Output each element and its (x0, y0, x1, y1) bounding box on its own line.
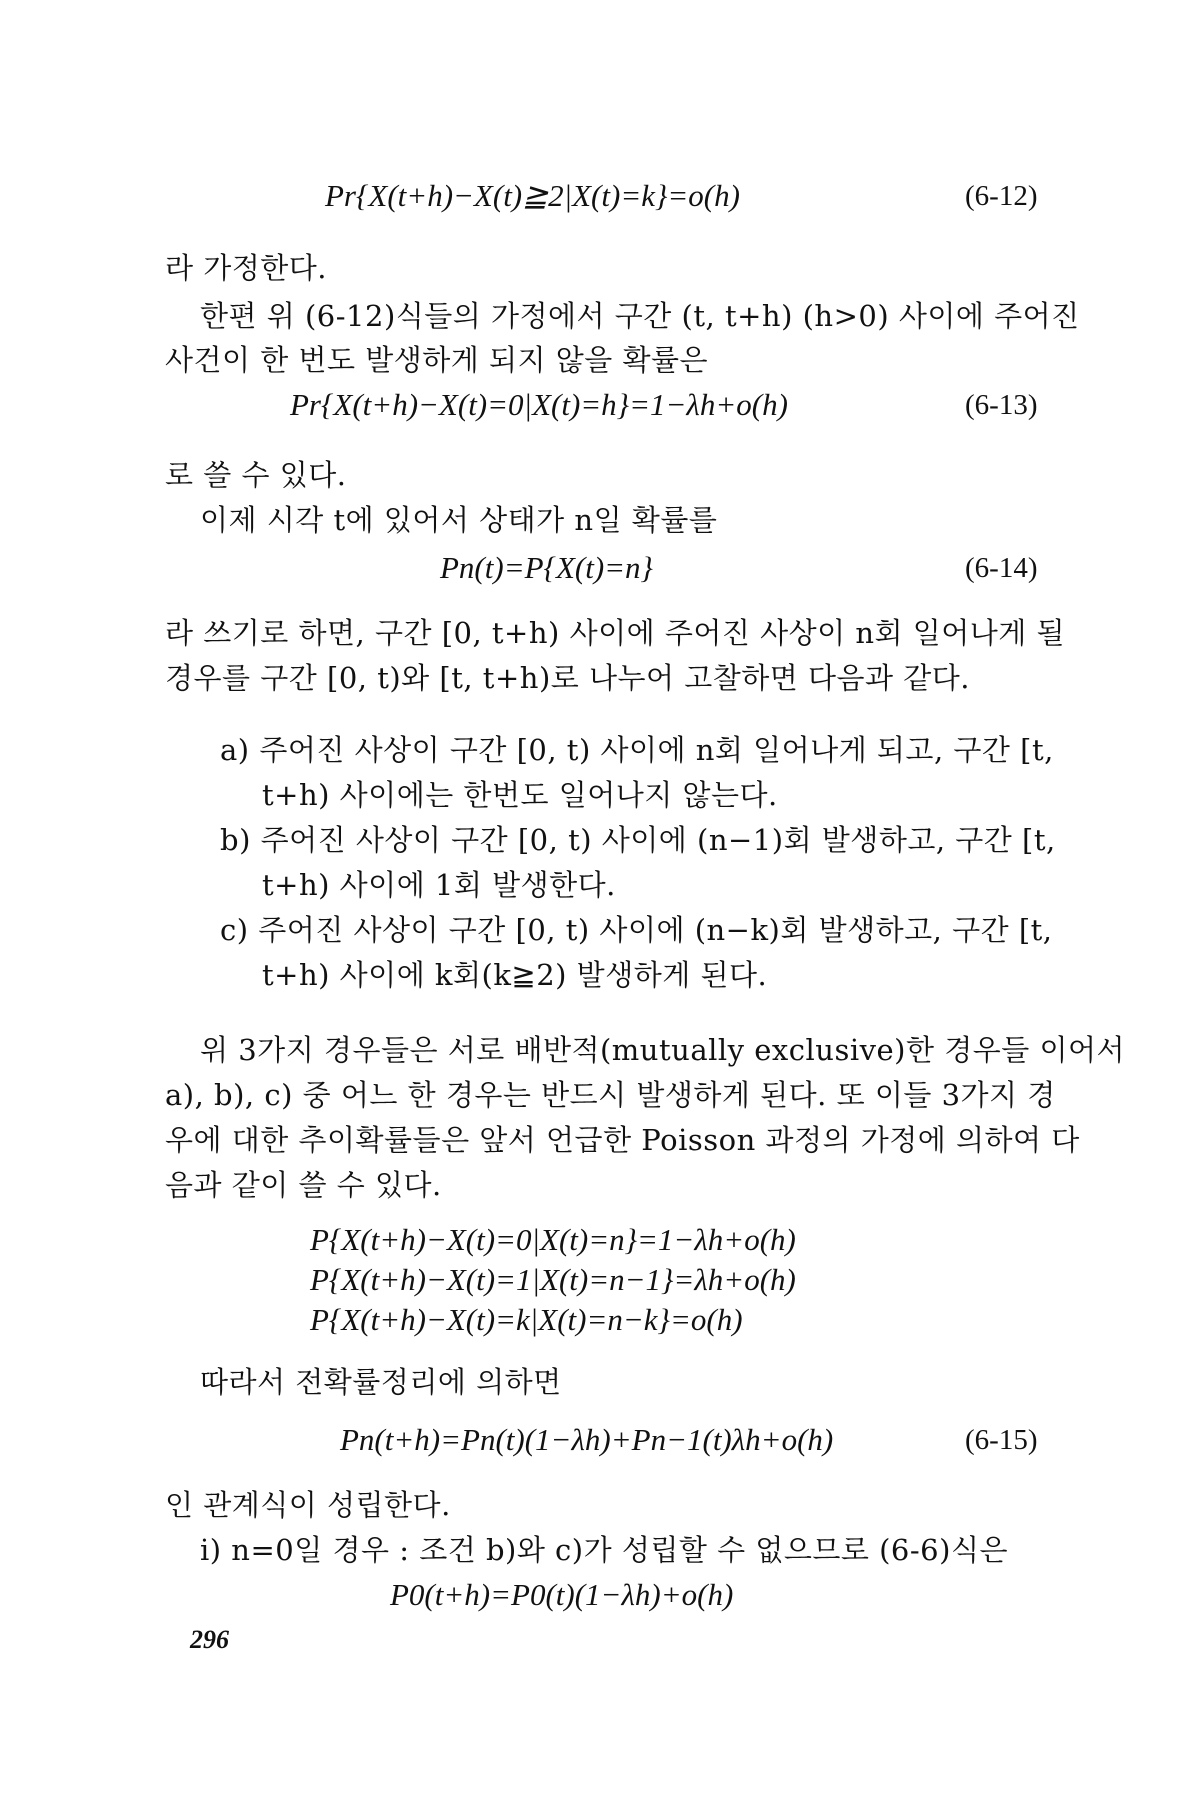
equation-6-15: Pn(t+h)=Pn(t)(1−λh)+Pn−1(t)λh+o(h) (340, 1422, 834, 1457)
paragraph-line: 라 가정한다. (165, 251, 328, 285)
paragraph-line: 이제 시각 t에 있어서 상태가 n일 확률를 (200, 503, 718, 537)
case-c-line: t+h) 사이에 k회(k≧2) 발생하게 된다. (262, 958, 768, 992)
equation-6-14: Pn(t)=P{X(t)=n} (440, 550, 653, 585)
equation-6-13: Pr{X(t+h)−X(t)=0|X(t)=h}=1−λh+o(h) (290, 387, 788, 422)
equation-6-12: Pr{X(t+h)−X(t)≧2|X(t)=k}=o(h) (325, 178, 740, 213)
paragraph-line: 로 쓸 수 있다. (165, 458, 347, 492)
paragraph-line: a), b), c) 중 어느 한 경우는 반드시 발생하게 된다. 또 이들 3가지 경 (165, 1078, 1056, 1112)
paragraph-line: 사건이 한 번도 발생하게 되지 않을 확률은 (165, 343, 709, 377)
paragraph-line: 음과 같이 쓸 수 있다. (165, 1168, 442, 1202)
paragraph-line: 우에 대한 추이확률들은 앞서 언급한 Poisson 과정의 가정에 의하여 다 (165, 1123, 1080, 1157)
case-c-line: c) 주어진 사상이 구간 [0, t) 사이에 (n−k)회 발생하고, 구간 [t, (220, 913, 1053, 947)
paragraph-line: 경우를 구간 [0, t)와 [t, t+h)로 나누어 고찰하면 다음과 같다. (165, 661, 971, 695)
transition-equation: P{X(t+h)−X(t)=0|X(t)=n}=1−λh+o(h) (310, 1222, 796, 1257)
equation-number-6-14: (6-14) (965, 552, 1038, 584)
paragraph-line: 라 쓰기로 하면, 구간 [0, t+h) 사이에 주어진 사상이 n회 일어나게 될 (165, 616, 1066, 650)
case-b-line: t+h) 사이에 1회 발생한다. (262, 868, 616, 902)
transition-equation: P{X(t+h)−X(t)=1|X(t)=n−1}=λh+o(h) (310, 1262, 796, 1297)
paragraph-line: 따라서 전확률정리에 의하면 (200, 1365, 562, 1399)
paragraph-line: 인 관계식이 성립한다. (165, 1488, 451, 1522)
paragraph-line: 위 3가지 경우들은 서로 배반적(mutually exclusive)한 경우들 이어서 (200, 1033, 1126, 1067)
paragraph-line: i) n=0일 경우 : 조건 b)와 c)가 성립할 수 없으므로 (6-6)식은 (200, 1533, 1008, 1567)
equation-number-6-15: (6-15) (965, 1424, 1038, 1456)
page-number: 296 (190, 1625, 229, 1654)
equation-p0: P0(t+h)=P0(t)(1−λh)+o(h) (390, 1577, 734, 1612)
paragraph-line: 한편 위 (6-12)식들의 가정에서 구간 (t, t+h) (h>0) 사이에 주어진 (200, 299, 1080, 333)
case-a-line: t+h) 사이에는 한번도 일어나지 않는다. (262, 778, 778, 812)
case-a-line: a) 주어진 사상이 구간 [0, t) 사이에 n회 일어나게 되고, 구간 [t, (220, 733, 1054, 767)
equation-number-6-13: (6-13) (965, 389, 1038, 421)
transition-equation: P{X(t+h)−X(t)=k|X(t)=n−k}=o(h) (310, 1302, 743, 1337)
equation-number-6-12: (6-12) (965, 180, 1038, 212)
case-b-line: b) 주어진 사상이 구간 [0, t) 사이에 (n−1)회 발생하고, 구간 [t, (220, 823, 1056, 857)
